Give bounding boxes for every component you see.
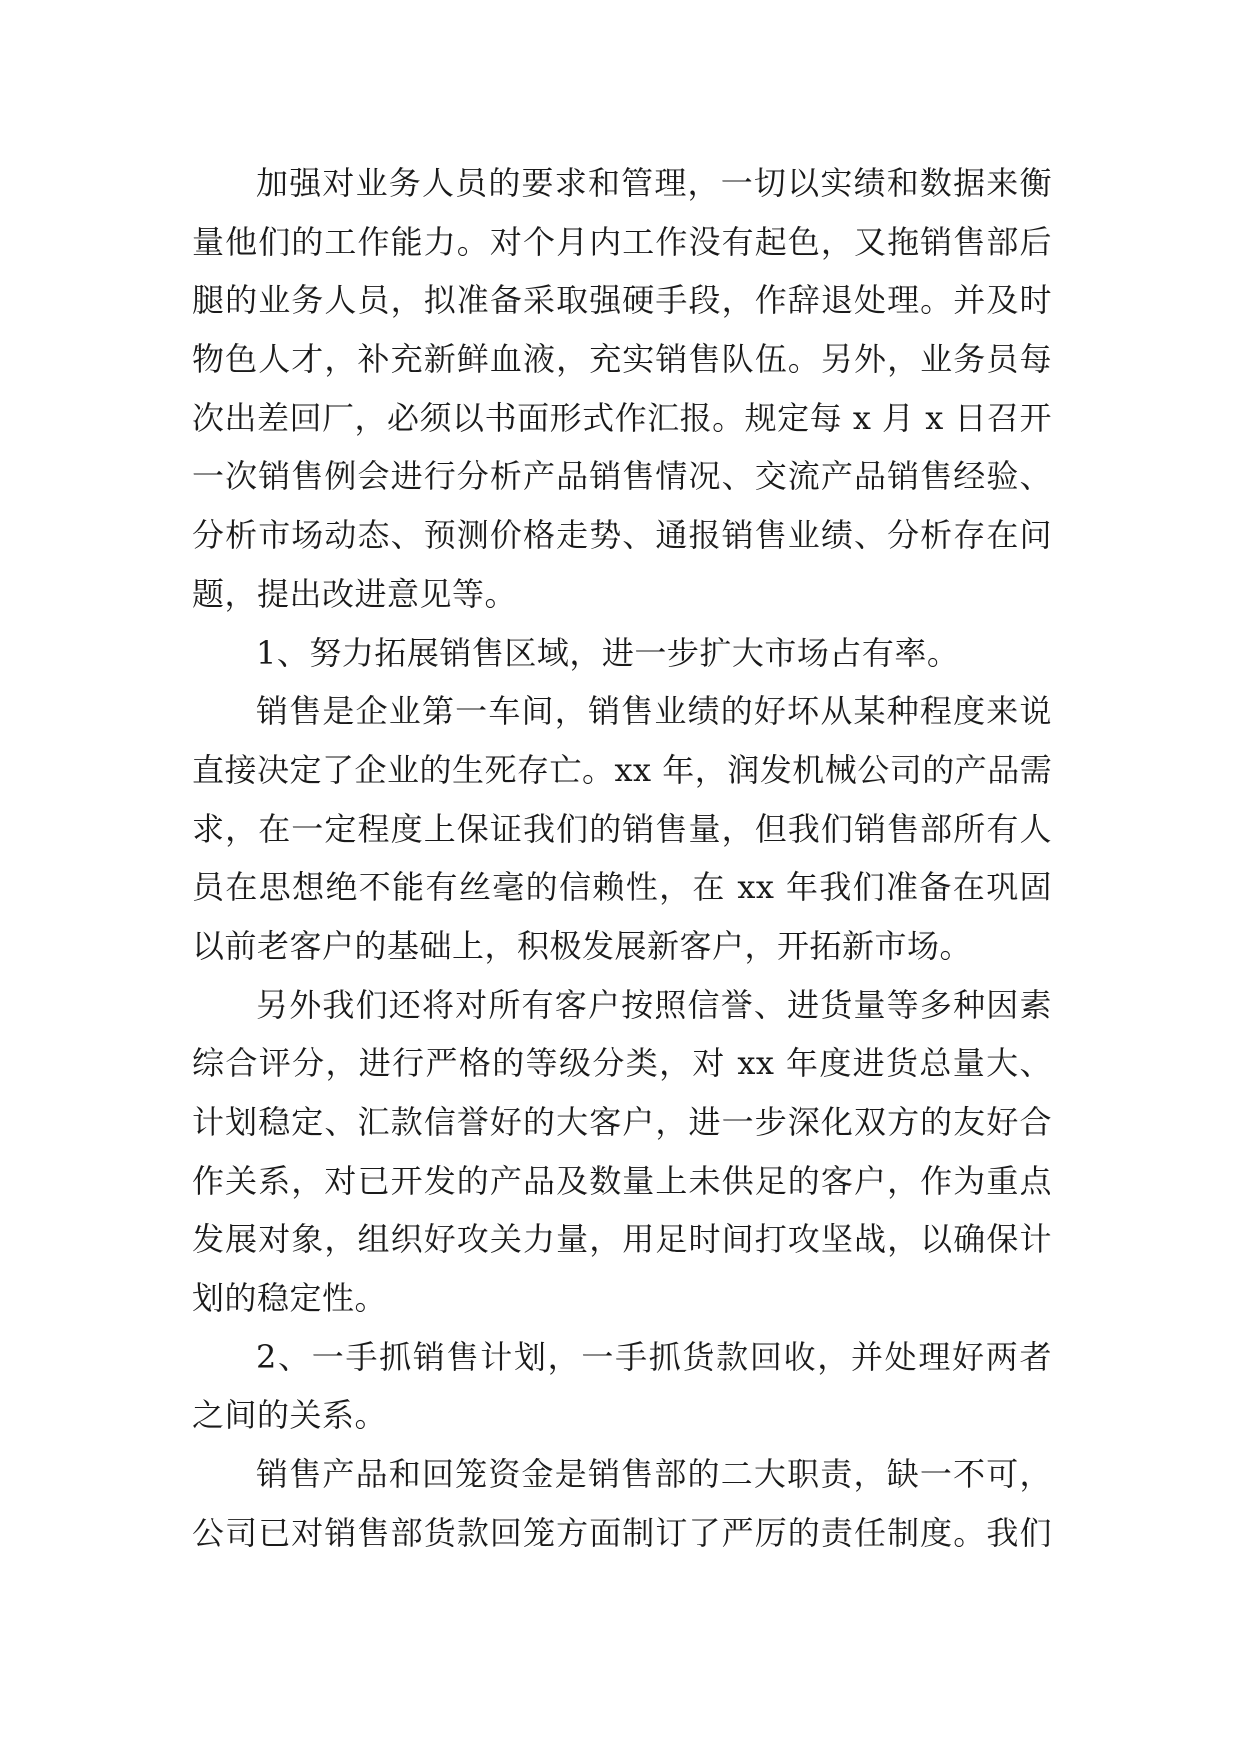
paragraph-line: 分析市场动态、预测价格走势、通报销售业绩、分析存在问 xyxy=(192,516,1052,555)
paragraph-line: 直接决定了企业的生死存亡。xx 年，润发机械公司的产品需 xyxy=(192,750,1053,789)
paragraph-line: 作关系，对已开发的产品及数量上未供足的客户，作为重点 xyxy=(192,1161,1052,1200)
paragraph-line: 腿的业务人员，拟准备采取强硬手段，作辞退处理。并及时 xyxy=(192,281,1052,320)
paragraph-line: 次出差回厂，必须以书面形式作汇报。规定每 x 月 x 日召开 xyxy=(192,398,1052,437)
paragraph-line: 销售产品和回笼资金是销售部的二大职责，缺一不可， xyxy=(256,1455,1052,1494)
paragraph-line: 一次销售例会进行分析产品销售情况、交流产品销售经验、 xyxy=(192,457,1052,496)
paragraph-line: 发展对象，组织好攻关力量，用足时间打攻坚战，以确保计 xyxy=(192,1220,1052,1259)
paragraph-line: 另外我们还将对所有客户按照信誉、进货量等多种因素 xyxy=(256,985,1052,1024)
paragraph-line: 求，在一定程度上保证我们的销售量，但我们销售部所有人 xyxy=(192,809,1052,848)
document-body xyxy=(192,154,1052,1563)
paragraph-line: 加强对业务人员的要求和管理，一切以实绩和数据来衡 xyxy=(256,164,1052,202)
paragraph-line: 计划稳定、汇款信誉好的大客户，进一步深化双方的友好合 xyxy=(192,1103,1052,1141)
section-heading: 2、一手抓销售计划，一手抓货款回收，并处理好两者 xyxy=(256,1337,1052,1376)
paragraph-line: 量他们的工作能力。对个月内工作没有起色，又拖销售部后 xyxy=(192,222,1052,261)
paragraph-line: 题，提出改进意见等。 xyxy=(192,574,518,613)
paragraph-line: 划的稳定性。 xyxy=(192,1279,388,1318)
paragraph-line: 以前老客户的基础上，积极发展新客户，开拓新市场。 xyxy=(192,926,973,965)
paragraph-line: 公司已对销售部货款回笼方面制订了严厉的责任制度。我们 xyxy=(192,1513,1052,1552)
paragraph-line: 销售是企业第一车间，销售业绩的好坏从某种程度来说 xyxy=(256,692,1052,731)
paragraph-line: 物色人才，补充新鲜血液，充实销售队伍。另外，业务员每 xyxy=(192,340,1052,379)
section-heading: 之间的关系。 xyxy=(192,1396,388,1435)
paragraph-line: 员在思想绝不能有丝毫的信赖性，在 xx 年我们准备在巩固 xyxy=(192,868,1052,907)
paragraph-line: 综合评分，进行严格的等级分类，对 xx 年度进货总量大、 xyxy=(192,1044,1052,1083)
section-heading: 1、努力拓展销售区域，进一步扩大市场占有率。 xyxy=(256,633,960,672)
